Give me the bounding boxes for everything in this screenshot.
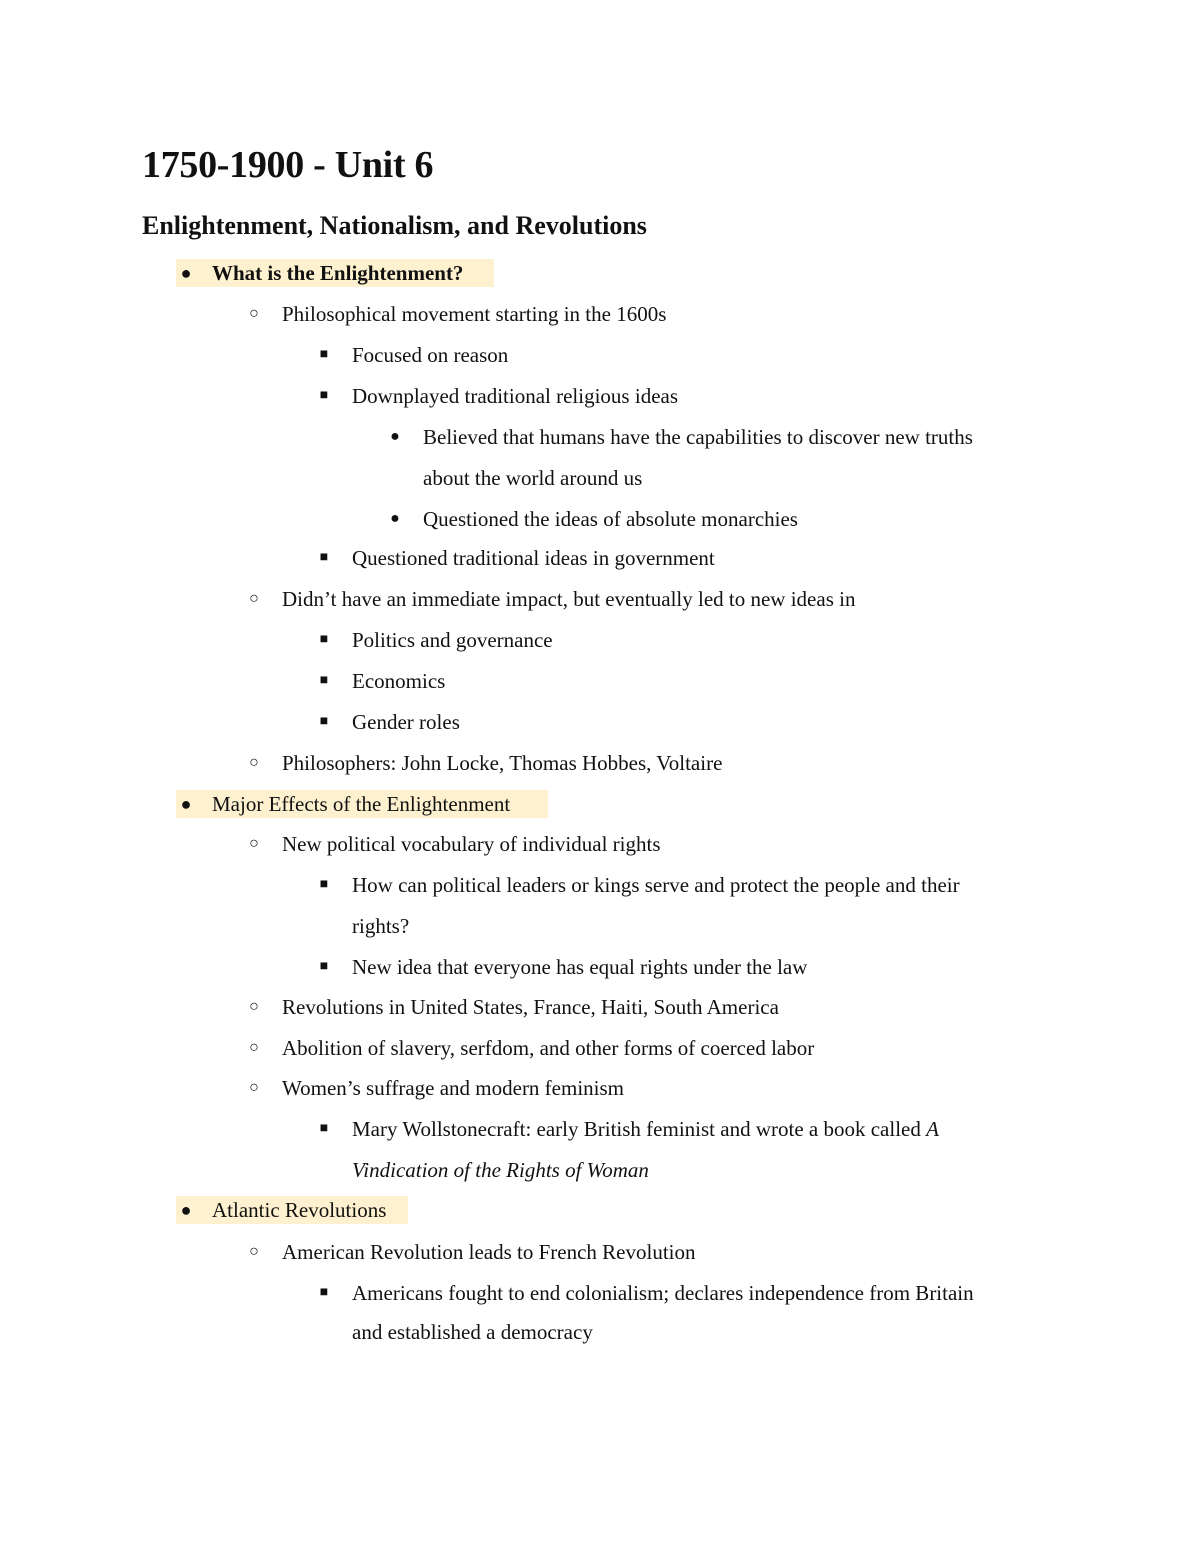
book-title-start: A (926, 1117, 939, 1141)
list-item-text: Revolutions in United States, France, Haiti, South America (282, 995, 779, 1019)
bullet-hollow: ○ (249, 1039, 259, 1056)
list-item-text: and established a democracy (352, 1320, 593, 1344)
list-item (390, 417, 973, 457)
page-title: 1750-1900 - Unit 6 (142, 144, 434, 186)
list-item-text: Americans fought to end colonialism; declares independence from Britain (352, 1281, 974, 1305)
list-item-text: Philosophers: John Locke, Thomas Hobbes, Voltaire (282, 751, 723, 775)
list-item-text: Questioned traditional ideas in government (352, 546, 715, 570)
bullet-square: ■ (319, 388, 329, 403)
bullet-square: ■ (319, 877, 329, 892)
bullet-square: ■ (319, 550, 329, 565)
book-title: Vindication of the Rights of Woman (352, 1158, 649, 1182)
bullet-filled: ● (180, 1200, 192, 1220)
list-item-text: Focused on reason (352, 343, 509, 367)
bullet-hollow: ○ (249, 998, 259, 1015)
bullet-hollow: ○ (249, 1079, 259, 1096)
bullet-hollow: ○ (249, 754, 259, 771)
list-item (249, 579, 856, 619)
list-item-text: What is the Enlightenment? (212, 261, 464, 285)
list-item (319, 335, 509, 375)
list-item-text: Gender roles (352, 710, 460, 734)
list-item-text: Downplayed traditional religious ideas (352, 384, 679, 408)
list-item (319, 661, 446, 701)
list-item-text: Atlantic Revolutions (212, 1198, 387, 1222)
bullet-filled: ● (390, 428, 400, 445)
bullet-square: ■ (319, 714, 329, 729)
list-item (249, 294, 667, 334)
list-item-major-effects (180, 784, 511, 824)
list-item (249, 743, 723, 783)
bullet-filled: ● (390, 510, 400, 527)
list-item (249, 824, 661, 864)
list-item (249, 1028, 815, 1068)
list-item (319, 702, 460, 742)
list-item (319, 947, 808, 987)
bullet-square: ■ (319, 673, 329, 688)
list-item (390, 499, 798, 539)
list-item-text: Politics and governance (352, 628, 553, 652)
bullet-filled: ● (180, 794, 192, 814)
list-item-atlantic-revolutions (180, 1190, 387, 1230)
list-item-continuation (352, 1150, 649, 1190)
bullet-filled: ● (180, 263, 192, 283)
list-item-text: Abolition of slavery, serfdom, and other forms of coerced labor (282, 1036, 815, 1060)
bullet-square: ■ (319, 1285, 329, 1300)
list-item-continuation (352, 1312, 593, 1352)
bullet-square: ■ (319, 632, 329, 647)
list-item (319, 376, 679, 416)
list-item (249, 1068, 625, 1108)
list-item-text: Believed that humans have the capabilities to discover new truths (423, 425, 973, 449)
bullet-square: ■ (319, 959, 329, 974)
list-item-text: Mary Wollstonecraft: early British feminist and wrote a book called (352, 1117, 927, 1141)
list-item (319, 865, 960, 905)
list-item-what-is-enlightenment (180, 253, 464, 293)
list-item (319, 538, 715, 578)
bullet-hollow: ○ (249, 305, 259, 322)
list-item-text: rights? (352, 914, 410, 938)
bullet-square: ■ (319, 347, 329, 362)
list-item-text: Economics (352, 669, 446, 693)
list-item (319, 1109, 939, 1149)
bullet-hollow: ○ (249, 835, 259, 852)
bullet-hollow: ○ (249, 1243, 259, 1260)
list-item-text: New idea that everyone has equal rights under the law (352, 955, 808, 979)
list-item-text: Philosophical movement starting in the 1600s (282, 302, 667, 326)
list-item-text: about the world around us (423, 466, 643, 490)
list-item (249, 1232, 696, 1272)
list-item (319, 620, 553, 660)
list-item-text: Didn’t have an immediate impact, but eventually led to new ideas in (282, 587, 856, 611)
list-item (249, 987, 779, 1027)
bullet-square: ■ (319, 1121, 329, 1136)
list-item-text: How can political leaders or kings serve and protect the people and their (352, 873, 960, 897)
list-item-continuation (352, 906, 409, 946)
list-item-text: Women’s suffrage and modern feminism (282, 1076, 625, 1100)
list-item-continuation (423, 458, 642, 498)
list-item-text: Questioned the ideas of absolute monarchies (423, 507, 798, 531)
bullet-hollow: ○ (249, 590, 259, 607)
list-item (319, 1273, 974, 1313)
list-item-text: American Revolution leads to French Revolution (282, 1240, 696, 1264)
list-item-text: Major Effects of the Enlightenment (212, 792, 511, 816)
list-item-text: New political vocabulary of individual rights (282, 832, 661, 856)
section-heading: Enlightenment, Nationalism, and Revolutions (142, 211, 647, 240)
